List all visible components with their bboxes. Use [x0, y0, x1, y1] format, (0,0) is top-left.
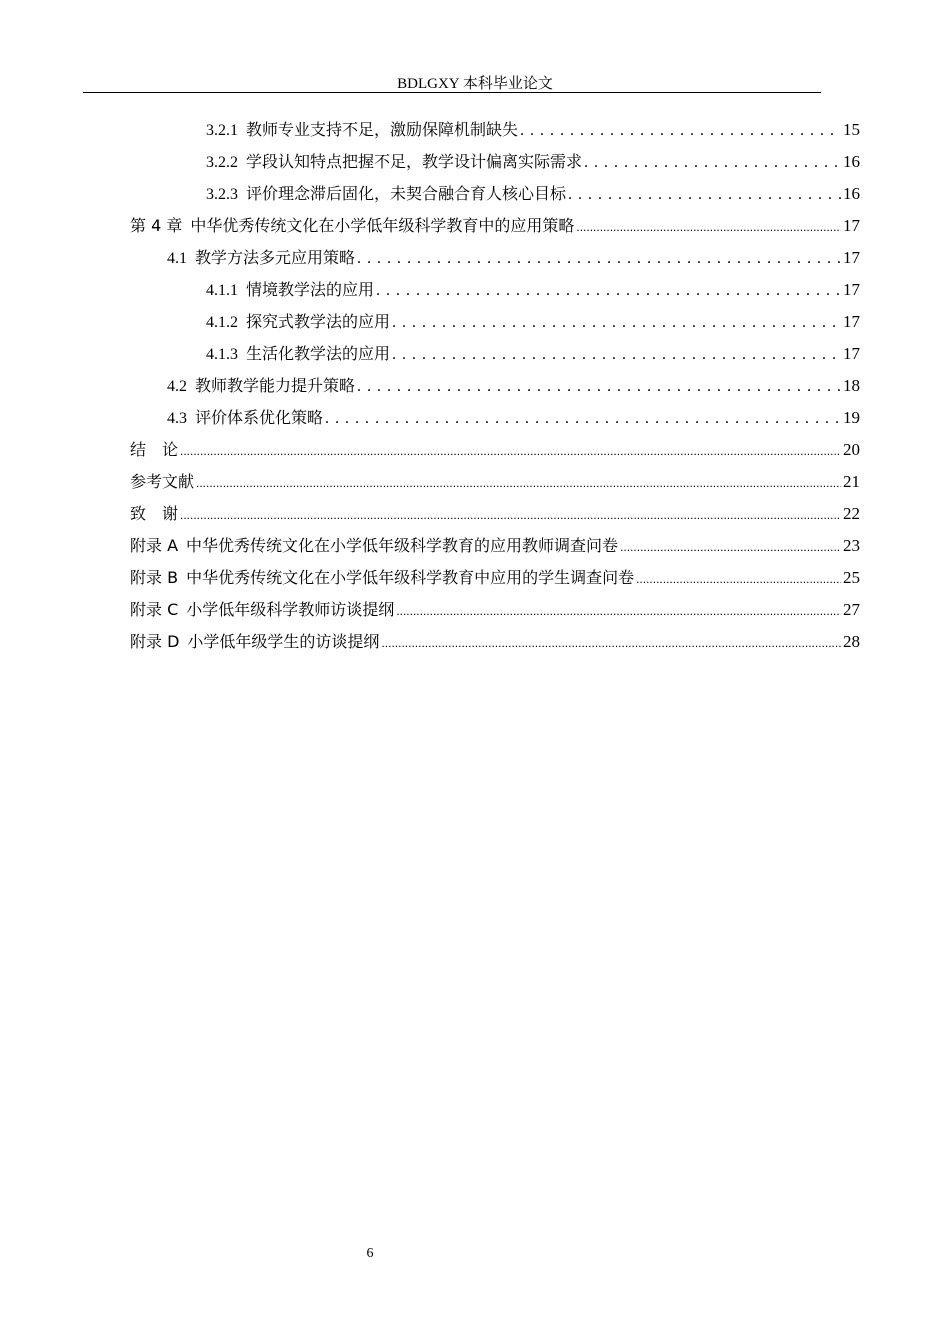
- toc-entry-appendix-b[interactable]: [130, 566, 860, 590]
- toc-entry-page: 20: [843, 440, 860, 459]
- toc-dot-leader: [568, 182, 841, 207]
- toc-entry-number: 附录 C: [130, 600, 179, 619]
- toc-dot-leader: [381, 630, 841, 655]
- toc-entry-number: 附录 A: [130, 536, 179, 555]
- toc-entry-title: 中华优秀传统文化在小学低年级科学教育中应用的学生调查问卷: [186, 568, 635, 587]
- toc-dot-leader: [180, 502, 841, 527]
- toc-entry-number: 3.2.2: [206, 154, 238, 171]
- toc-entry-page: 27: [843, 600, 860, 619]
- toc-entry-title: 致 谢: [130, 504, 179, 523]
- toc-entry-page: 23: [843, 536, 860, 555]
- toc-dot-leader: [396, 598, 841, 623]
- toc-dot-leader: [376, 278, 841, 303]
- toc-entry-title: 小学低年级科学教师访谈提纲: [186, 600, 395, 619]
- toc-entry-page: 17: [843, 248, 860, 267]
- toc-entry-title: 教师专业支持不足，激励保障机制缺失: [246, 120, 519, 139]
- toc-dot-leader: [520, 118, 841, 143]
- toc-entry-references[interactable]: [130, 470, 860, 494]
- toc-entry-title: 情境教学法的应用: [246, 280, 375, 299]
- toc-dot-leader: [620, 534, 841, 559]
- toc-entry-page: 15: [843, 120, 860, 139]
- toc-dot-leader: [392, 342, 841, 367]
- toc-entry-appendix-a[interactable]: [130, 534, 860, 558]
- toc-entry-appendix-d[interactable]: [130, 630, 860, 654]
- toc-entry-title: 评价体系优化策略: [195, 408, 324, 427]
- toc-entry-number: 4.2: [167, 378, 187, 395]
- toc-entry-3-2-3[interactable]: [206, 182, 860, 206]
- toc-dot-leader: [576, 214, 841, 239]
- toc-entry-page: 17: [843, 344, 860, 363]
- toc-entry-4-2[interactable]: [167, 374, 860, 398]
- toc-dot-leader: [584, 150, 841, 175]
- toc-entry-conclusion[interactable]: [130, 438, 860, 462]
- toc-entry-acknowledgements[interactable]: [130, 502, 860, 526]
- toc-entry-number: 4.1.1: [206, 282, 238, 299]
- toc-entry-number: 第 4 章: [130, 216, 183, 235]
- toc-entry-page: 16: [843, 152, 860, 171]
- toc-entry-4-1-1[interactable]: [206, 278, 860, 302]
- page-number: 6: [366, 1246, 374, 1261]
- toc-entry-page: 17: [843, 280, 860, 299]
- toc-entry-title: 中华优秀传统文化在小学低年级科学教育的应用教师调查问卷: [186, 536, 619, 555]
- toc-entry-title: 教学方法多元应用策略: [195, 248, 356, 267]
- toc-entry-appendix-c[interactable]: [130, 598, 860, 622]
- toc-entry-title: 参考文献: [130, 472, 195, 491]
- toc-entry-page: 25: [843, 568, 860, 587]
- running-header: BDLGXY 本科毕业论文: [397, 76, 553, 92]
- toc-entry-title: 学段认知特点把握不足，教学设计偏离实际需求: [246, 152, 583, 171]
- toc-dot-leader: [392, 310, 841, 335]
- toc-dot-leader: [325, 406, 841, 431]
- toc-entry-title: 结 论: [130, 440, 179, 459]
- header-rule: [83, 92, 821, 93]
- toc-dot-leader: [357, 374, 841, 399]
- toc-entry-number: 3.2.1: [206, 122, 238, 139]
- toc-entry-page: 22: [843, 504, 860, 523]
- toc-entry-4-1[interactable]: [167, 246, 860, 270]
- toc-entry-4-1-2[interactable]: [206, 310, 860, 334]
- toc-entry-number: 4.3: [167, 410, 187, 427]
- toc-entry-3-2-1[interactable]: [206, 118, 860, 142]
- toc-entry-title: 评价理念滞后固化，未契合融合育人核心目标: [246, 184, 567, 203]
- toc-entry-number: 4.1.3: [206, 346, 238, 363]
- toc-entry-title: 中华优秀传统文化在小学低年级科学教育中的应用策略: [190, 216, 575, 235]
- toc-entry-number: 4.1.2: [206, 314, 238, 331]
- toc-entry-title: 教师教学能力提升策略: [195, 376, 356, 395]
- toc-entry-number: 4.1: [167, 250, 187, 267]
- toc-entry-page: 18: [843, 376, 860, 395]
- toc-entry-page: 16: [843, 184, 860, 203]
- toc-entry-page: 17: [843, 312, 860, 331]
- toc-entry-number: 附录 B: [130, 568, 179, 587]
- toc-dot-leader: [357, 246, 841, 271]
- toc-entry-3-2-2[interactable]: [206, 150, 860, 174]
- toc-entry-title: 生活化教学法的应用: [246, 344, 391, 363]
- toc-entry-number: 3.2.3: [206, 186, 238, 203]
- toc-entry-page: 21: [843, 472, 860, 491]
- toc-entry-title: 探究式教学法的应用: [246, 312, 391, 331]
- toc-entry-4-1-3[interactable]: [206, 342, 860, 366]
- toc-entry-title: 小学低年级学生的访谈提纲: [187, 632, 380, 651]
- toc-entry-4-3[interactable]: [167, 406, 860, 430]
- toc-entry-chapter-4[interactable]: [130, 214, 860, 238]
- toc-entry-page: 19: [843, 408, 860, 427]
- toc-dot-leader: [180, 438, 841, 463]
- toc-entry-page: 28: [843, 632, 860, 651]
- toc-entry-page: 17: [843, 216, 860, 235]
- toc-entry-number: 附录 D: [130, 632, 180, 651]
- toc-dot-leader: [196, 470, 841, 495]
- toc-dot-leader: [636, 566, 841, 591]
